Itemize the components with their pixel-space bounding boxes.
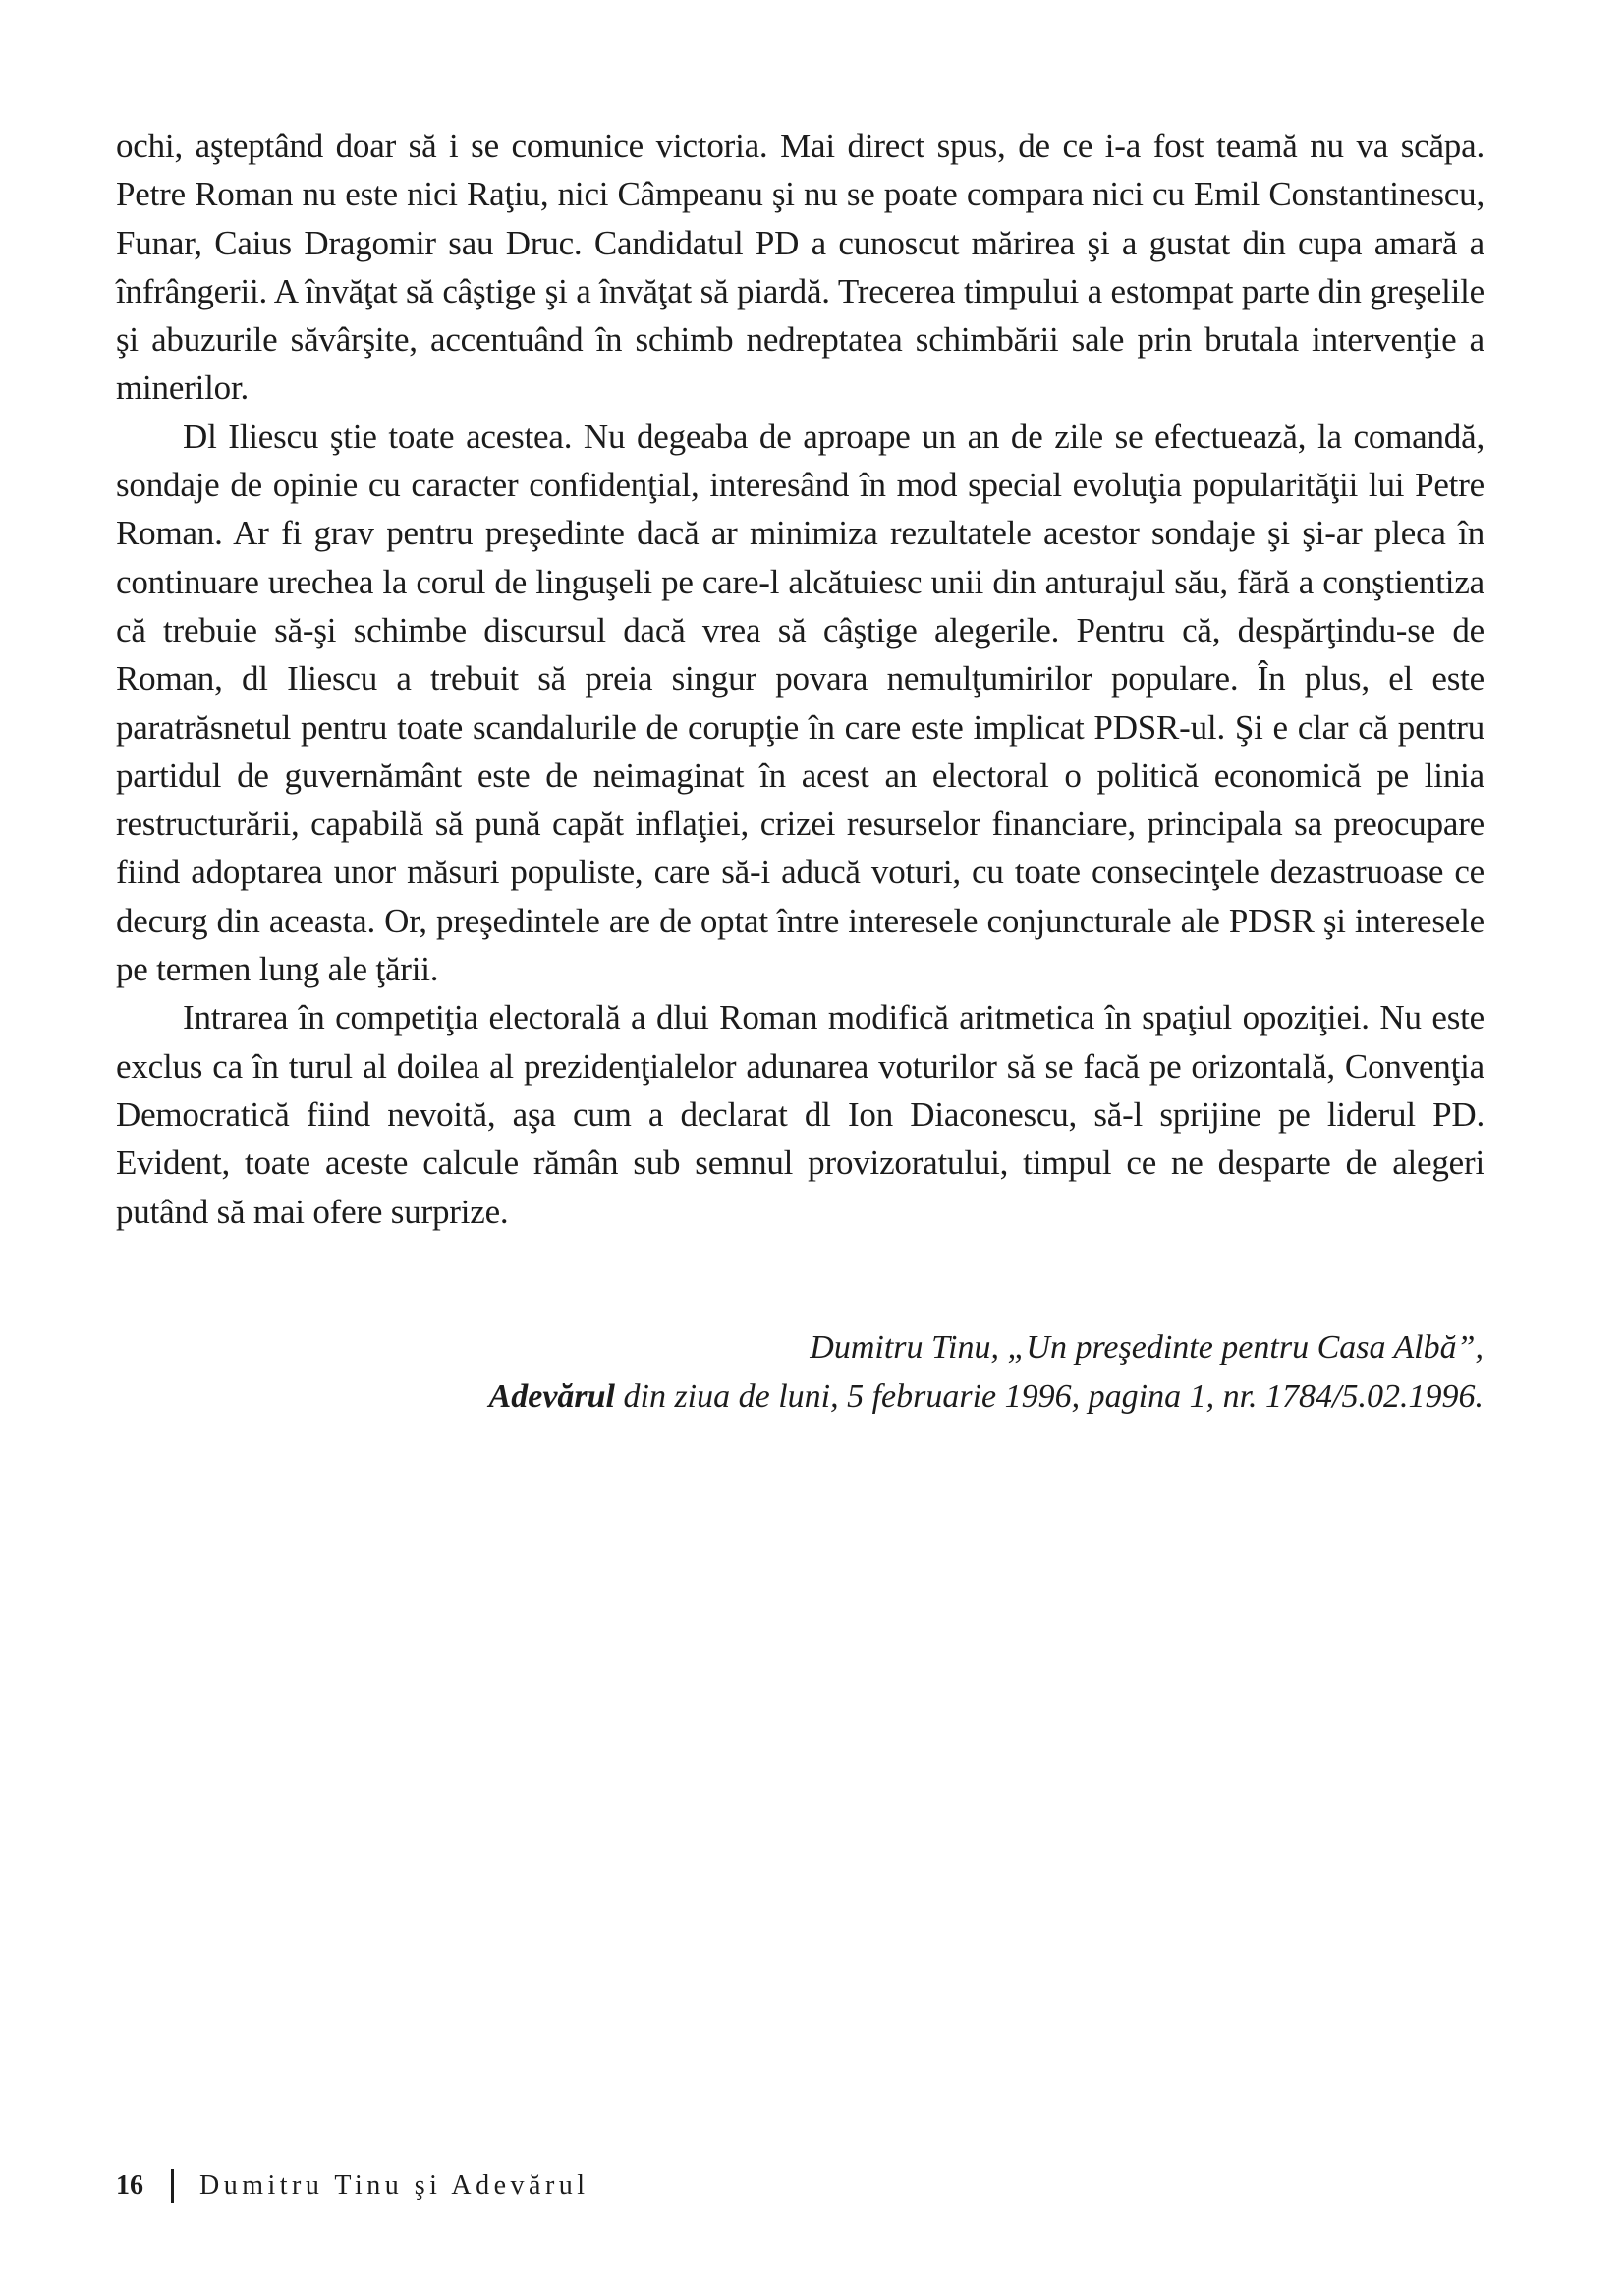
paragraph-3: Intrarea în competiţia electorală a dlui Roman modifică aritmetica în spaţiul opoziţiei. Nu este exclus ca în turul al doilea al prezidenţialelor adunarea voturilor să se facă pe orizontală, Convenţia Democratică fiind nevoită, aşa cum a declarat dl Ion Diaconescu, să-l sprijine pe liderul PD. Evident, toate aceste calcule rămân sub semnul provizoratului, timpul ce ne desparte de alegeri putând să mai ofere surprize. — [116, 998, 1484, 1231]
page-footer — [116, 2169, 589, 2203]
paragraph-2: Dl Iliescu ştie toate acestea. Nu degeaba de aproape un an de zile se efectuează, la comandă, sondaje de opinie cu caracter confidenţial, interesând în mod special evoluţia popularităţii lui Petre Roman. Ar fi grav pentru preşedinte dacă ar minimiza rezultatele acestor sondaje şi şi-ar pleca în continuare urechea la corul de linguşeli pe care-l alcătuiesc unii din anturajul său, fără a conştientiza că trebuie să-şi schimbe discursul dacă vrea să câştige alegerile. Pentru că, despărţindu-se de Roman, dl Iliescu a trebuit să preia singur povara nemulţumirilor populare. În plus, el este paratrăsnetul pentru toate scandalurile de corupţie în care este implicat PDSR-ul. Şi e clar că pentru partidul de guvernământ este de neimaginat în acest an electoral o politică economică pe linia restructurării, capabilă să pună capăt inflaţiei, crizei resurselor financiare, principala sa preocupare fiind adoptarea unor măsuri populiste, care să-i aducă voturi, cu toate consecinţele dezastruoase ce decurg din aceasta. Or, preşedintele are de optat între interesele conjuncturale ale PDSR şi interesele pe termen lung ale ţării. — [116, 417, 1484, 989]
source-citation — [206, 1323, 1484, 1422]
paragraph-1: ochi, aşteptând doar să i se comunice victoria. Mai direct spus, de ce i-a fost teamă nu va scăpa. Petre Roman nu este nici Raţiu, nici Câmpeanu şi nu se poate compara nici cu Emil Constantinescu, Funar, Caius Dragomir sau Druc. Candidatul PD a cunoscut mărirea şi a gustat din cupa amară a înfrângerii. A învăţat să câştige şi a învăţat să piardă. Trecerea timpului a estompat parte din greşelile şi abuzurile săvârşite, accentuând în schimb nedreptatea schimbării sale prin brutala intervenţie a minerilor. — [116, 127, 1484, 408]
citation-newspaper-name: Adevărul — [488, 1378, 615, 1415]
citation-publication — [206, 1372, 1484, 1422]
page-number: 16 — [116, 2170, 143, 2201]
citation-details: din ziua de luni, 5 februarie 1996, pagina 1, nr. 1784/5.02.1996. — [615, 1378, 1484, 1415]
footer-separator — [171, 2169, 174, 2203]
citation-author-title: Dumitru Tinu, „Un preşedinte pentru Casa Albă”, — [810, 1329, 1484, 1366]
running-title: Dumitru Tinu şi Adevărul — [199, 2170, 589, 2201]
article-body — [116, 122, 1484, 1236]
